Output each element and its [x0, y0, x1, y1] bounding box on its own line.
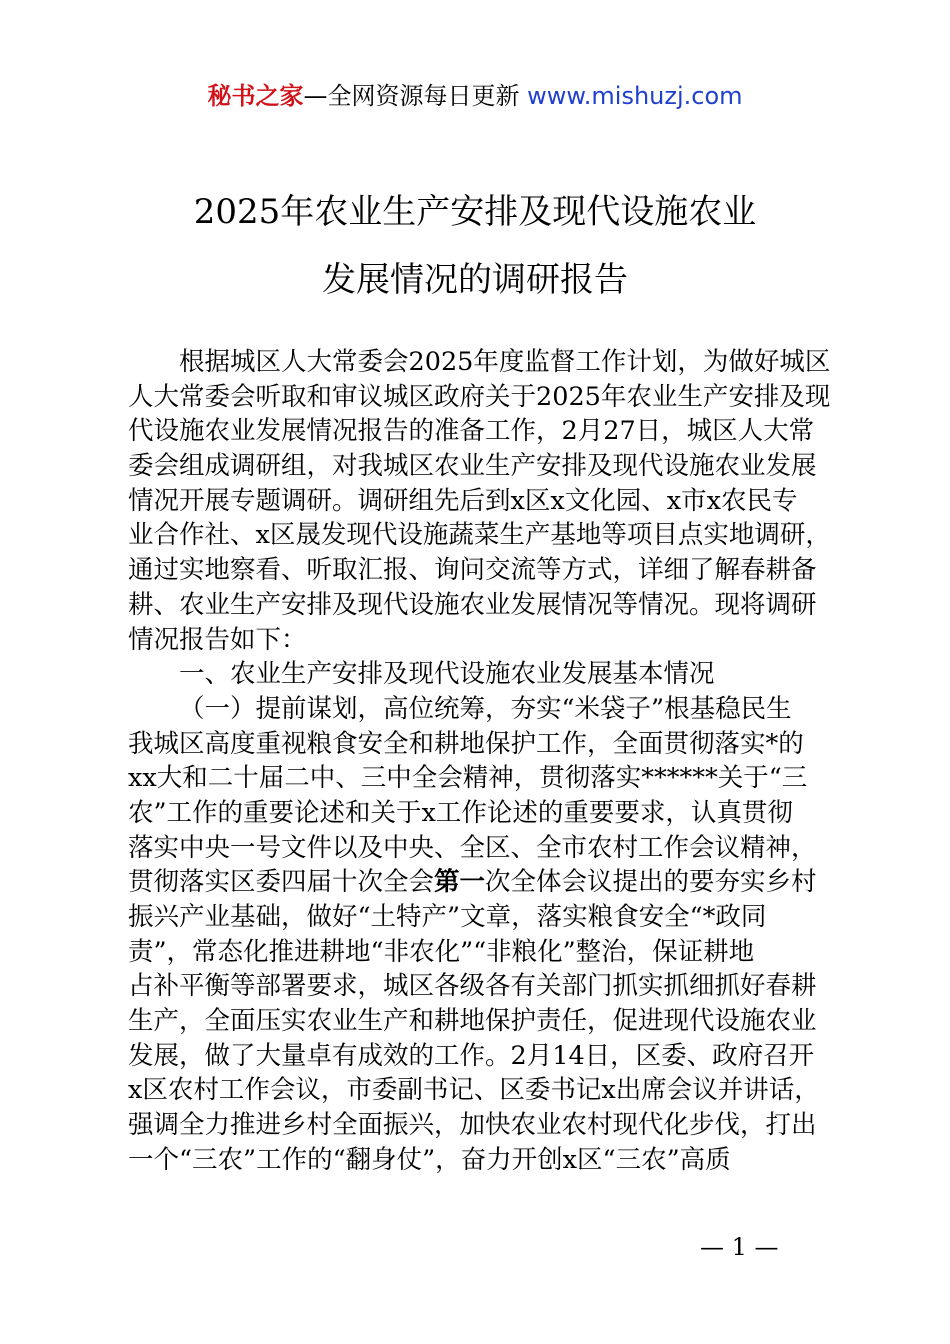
- page-number: — 1 —: [700, 1233, 779, 1261]
- body-line: 耕、农业生产安排及现代设施农业发展情况等情况。现将调研: [128, 589, 817, 620]
- body-line: 通过实地察看、听取汇报、询问交流等方式，详细了解春耕备: [128, 555, 817, 586]
- bold-emphasis: 第一: [434, 867, 486, 898]
- subsection-heading: （一）提前谋划，高位统筹，夯实“米袋子”根基稳民生: [179, 693, 792, 724]
- body-line: 生产，全面压实农业生产和耕地保护责任，促进现代设施农业: [128, 1006, 817, 1037]
- body-line: 业合作社、x区晟发现代设施蔬菜生产基地等项目点实地调研，: [128, 520, 831, 551]
- body-line: 代设施农业发展情况报告的准备工作，2月27日，城区人大常: [128, 416, 815, 447]
- body-line: 占补平衡等部署要求，城区各级各有关部门抓实抓细抓好春耕: [128, 971, 817, 1002]
- body-line: 落实中央一号文件以及中央、全区、全市农村工作会议精神，: [128, 832, 817, 863]
- body-line: 我城区高度重视粮食安全和耕地保护工作，全面贯彻落实*的: [128, 728, 804, 759]
- body-line: 根据城区人大常委会2025年度监督工作计划，为做好城区: [179, 347, 831, 377]
- site-url-link[interactable]: www.mishuzj.com: [527, 82, 743, 110]
- body-line: x区农村工作会议，市委副书记、区委书记x出席会议并讲话，: [128, 1075, 820, 1106]
- body-line: 责”，常态化推进耕地“非农化”“非粮化”整治，保证耕地: [128, 936, 755, 967]
- body-line: 一个“三农”工作的“翻身仗”，奋力开创x区“三农”高质: [128, 1144, 731, 1175]
- body-line: 发展，做了大量卓有成效的工作。2月14日，区委、政府召开: [128, 1040, 815, 1071]
- body-line: 情况报告如下：: [128, 624, 307, 655]
- body-line: xx大和二十届二中、三中全会精神，贯彻落实******关于“三: [128, 763, 808, 794]
- body-line: 振兴产业基础，做好“土特产”文章，落实粮食安全“*政同: [128, 902, 767, 932]
- body-line: 强调全力推进乡村全面振兴，加快农业农村现代化步伐，打出: [128, 1110, 817, 1141]
- site-brand: 秘书之家: [207, 82, 304, 110]
- section-heading: 一、农业生产安排及现代设施农业发展基本情况: [179, 659, 715, 690]
- body-line: 情况开展专题调研。调研组先后到x区x文化园、x市x农民专: [128, 485, 798, 516]
- body-line-part: 次全体会议提出的要夯实乡村: [485, 867, 817, 898]
- body-line-part: 贯彻落实区委四届十次全会: [128, 867, 435, 898]
- body-line: 人大常委会听取和审议城区政府关于2025年农业生产安排及现: [128, 381, 831, 412]
- body-line: 委会组成调研组，对我城区农业生产安排及现代设施农业发展: [128, 451, 817, 482]
- body-line: [128, 865, 838, 900]
- site-header: [0, 80, 950, 112]
- document-title-line-1: 2025年农业生产安排及现代设施农业: [193, 192, 757, 232]
- body-line: 农”工作的重要论述和关于x工作论述的重要要求，认真贯彻: [128, 797, 793, 828]
- document-body: [128, 345, 838, 1178]
- site-tagline: —全网资源每日更新: [303, 82, 520, 110]
- document-title-line-2: 发展情况的调研报告: [322, 260, 628, 300]
